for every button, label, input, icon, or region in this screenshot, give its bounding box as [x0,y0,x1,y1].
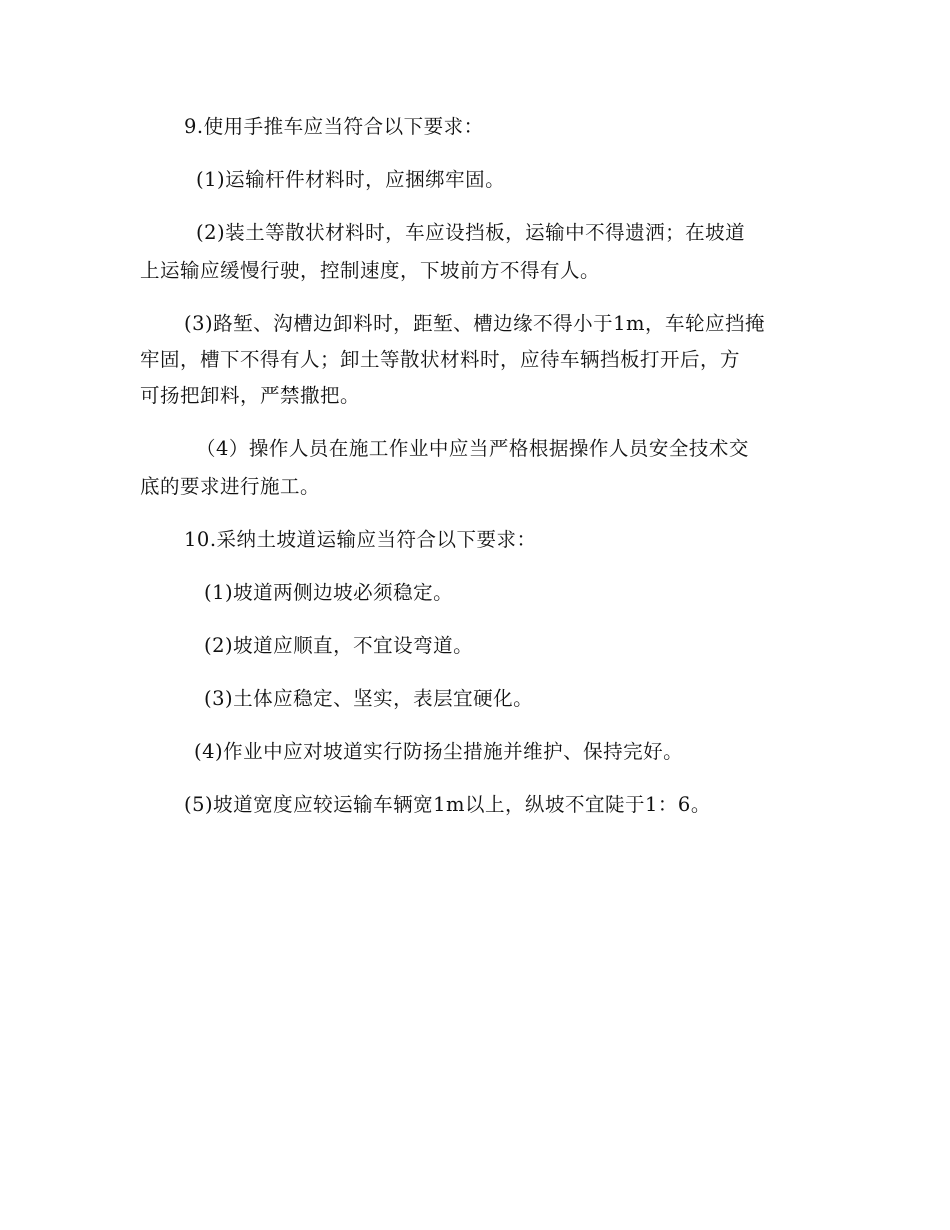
paragraph-line: （4）操作人员在施工作业中应当严格根据操作人员安全技术交 [196,437,749,460]
heading-item-9: 9.使用手推车应当符合以下要求： [184,115,484,138]
heading-item-10: 10.采纳土坡道运输应当符合以下要求： [184,528,537,551]
paragraph-line: 上运输应缓慢行驶，控制速度，下坡前方不得有人。 [140,259,601,282]
paragraph-line: (5)坡道宽度应较运输车辆宽1m以上，纵坡不宜陡于1：6。 [184,793,711,816]
paragraph-line: (4)作业中应对坡道实行防扬尘措施并维护、保持完好。 [194,740,684,763]
paragraph-line: (2)装土等散状材料时，车应设挡板，运输中不得遗洒；在坡道 [196,221,746,244]
paragraph-line: (2)坡道应顺直，不宜设弯道。 [204,634,474,657]
paragraph-line: (3)土体应稳定、坚实，表层宜硬化。 [204,687,534,710]
paragraph-line: (1)坡道两侧边坡必须稳定。 [204,581,454,604]
paragraph-line: 底的要求进行施工。 [140,475,321,498]
paragraph-line: 可扬把卸料，严禁撒把。 [140,384,361,407]
paragraph-line: 牢固，槽下不得有人；卸土等散状材料时，应待车辆挡板打开后，方 [140,348,741,371]
paragraph-line: (3)路堑、沟槽边卸料时，距堑、槽边缘不得小于1m，车轮应挡掩 [184,312,766,335]
paragraph-line: (1)运输杆件材料时，应捆绑牢固。 [196,168,506,191]
